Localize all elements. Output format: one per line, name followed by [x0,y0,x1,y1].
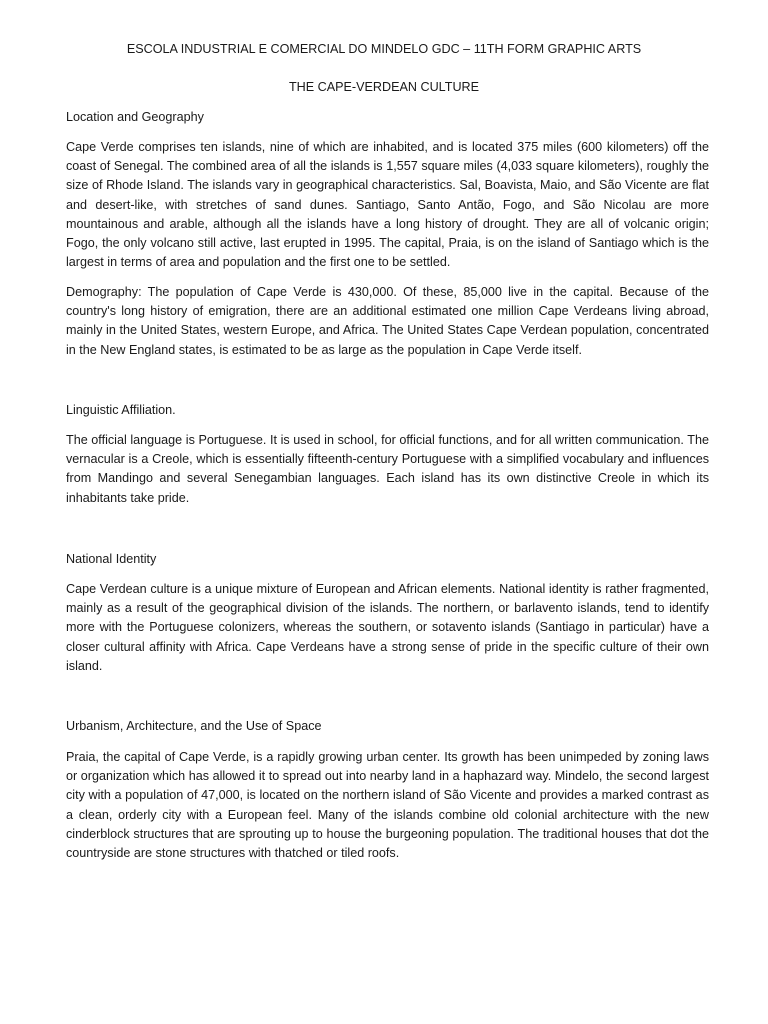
paragraph-urbanism-architecture: Praia, the capital of Cape Verde, is a rapidly growing urban center. Its growth has been unimpeded by zoning laws or organization which has allowed it to spread out into nearby land in a haphazard way. Mindelo, the second largest city with a population of 47,000, is located on the northern island of São Vicente and provides a marked contrast as a clean, orderly city with a European feel. Many of the islands combine old colonial architecture with the new cinderblock structures that are sprouting up to house the burgeoning population. The traditional houses that dot the countryside are stone structures with thatched or tiled roofs. [66,750,709,861]
section-heading-urbanism-architecture: Urbanism, Architecture, and the Use of Space [66,719,322,733]
paragraph-national-identity: Cape Verdean culture is a unique mixture of European and African elements. National identity is rather fragmented, mainly as a result of the geographical division of the islands. The northern, or barlavento islands, tend to identify more with the Portuguese colonizers, whereas the southern, or sotavento islands (Santiago in particular) have a closer cultural affinity with Africa. Cape Verdeans have a strong sense of pride in the specific culture of their own island. [66,582,709,673]
document-title: THE CAPE-VERDEAN CULTURE [288,80,480,94]
section-heading-linguistic-affiliation: Linguistic Affiliation. [66,403,176,417]
paragraph-linguistic-affiliation: The official language is Portuguese. It is used in school, for official functions, and for all written communication. The vernacular is a Creole, which is essentially fifteenth-century Portuguese with a simplified vocabulary and influences from Mandingo and several Senegambian languages. Each island has its own distinctive Creole in which its inhabitants take pride. [66,433,709,505]
paragraph-demography: Demography: The population of Cape Verde is 430,000. Of these, 85,000 live in the capital. Because of the country's long history of emigration, there are an additional estimated one million Cape Verdeans living abroad, mainly in the United States, western Europe, and Africa. The United States Cape Verdean population, concentrated in the New England states, is estimated to be as large as the population in Cape Verde itself. [66,285,709,357]
section-heading-location-geography: Location and Geography [66,110,204,124]
document-header: ESCOLA INDUSTRIAL E COMERCIAL DO MINDELO GDC – 11TH FORM GRAPHIC ARTS [126,42,642,56]
section-heading-national-identity: National Identity [66,552,157,566]
paragraph-location-geography: Cape Verde comprises ten islands, nine of which are inhabited, and is located 375 miles (600 kilometers) off the coast of Senegal. The combined area of all the islands is 1,557 square miles (4,033 square kilometers), roughly the size of Rhode Island. The islands vary in geographical characteristics. Sal, Boavista, Maio, and São Vicente are flat and desert-like, with stretches of sand dunes. Santiago, Santo Antão, Fogo, and São Nicolau are more mountainous and arable, although all the islands have a long history of drought. They are all of volcanic origin; Fogo, the only volcano still active, last erupted in 1995. The capital, Praia, is on the island of Santiago which is the largest in terms of area and population and the first one to be settled. [66,140,709,270]
